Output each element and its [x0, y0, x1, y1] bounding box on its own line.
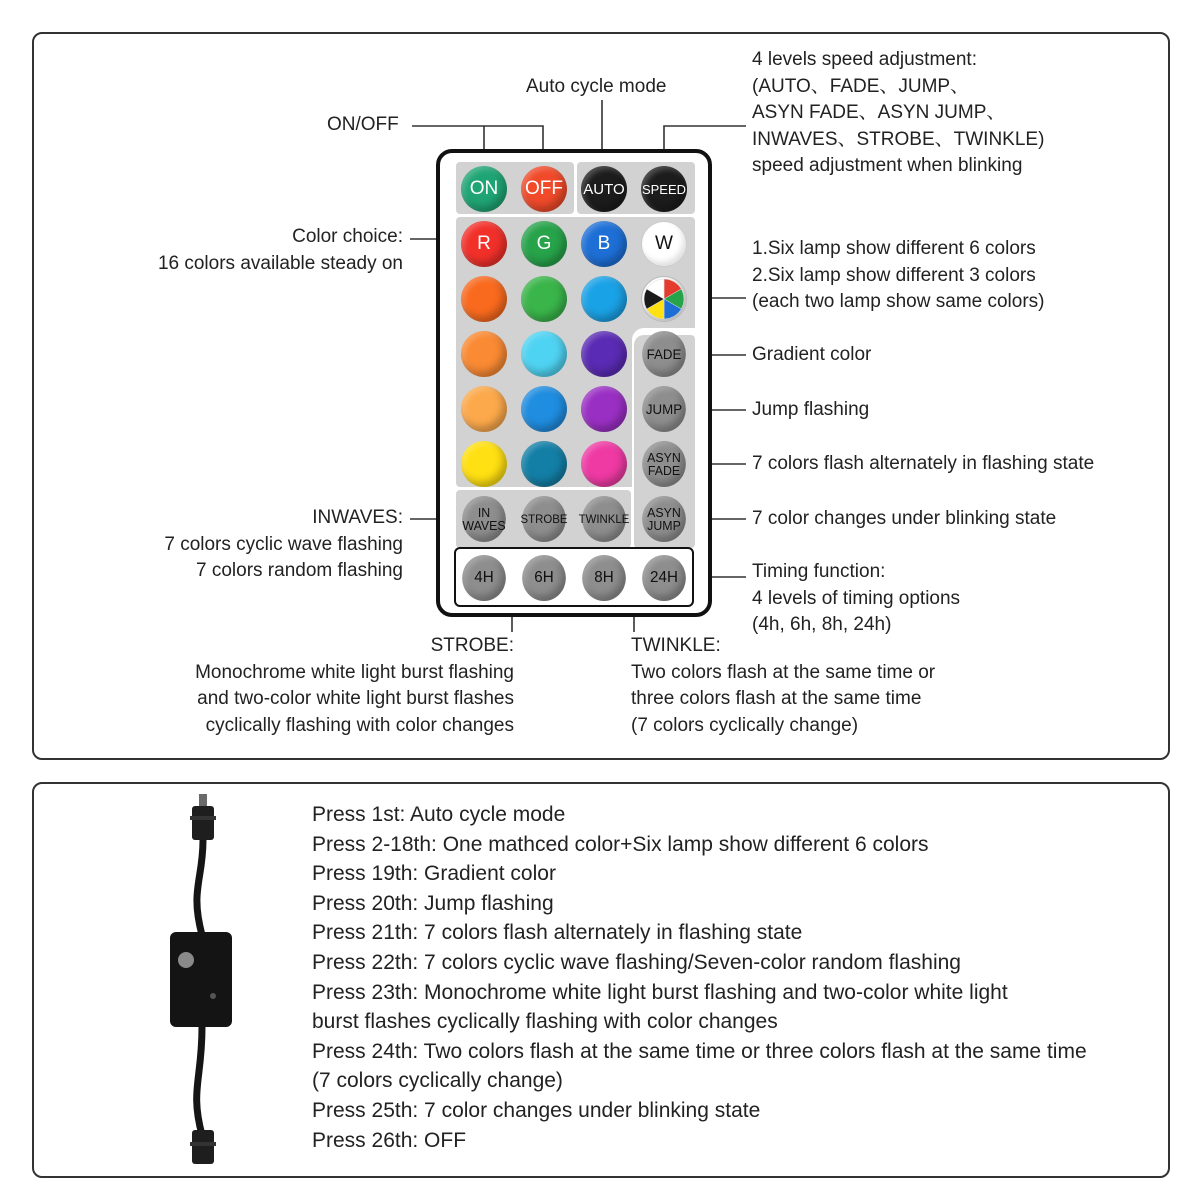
press-line: Press 23th: Monochrome white light burst flashing and two-color white light [312, 980, 1008, 1004]
twinkle-line: Two colors flash at the same time or [631, 661, 936, 683]
press-line: Press 24th: Two colors flash at the same time or three colors flash at the same time [312, 1039, 1087, 1063]
multicolor-wheel-button[interactable] [641, 276, 687, 322]
mode-asyn-fade-button[interactable] [642, 441, 686, 487]
color-swatch-button[interactable] [461, 331, 507, 377]
plug-ridge [190, 816, 216, 820]
color-swatch-button[interactable] [581, 386, 627, 432]
timer-6h-button[interactable]: 6H [522, 555, 566, 601]
label-inwaves [164, 505, 403, 585]
ir-sensor [178, 952, 194, 968]
on-button[interactable]: ON [461, 166, 507, 212]
button-label: ASYN [647, 450, 681, 465]
status-led [210, 993, 216, 999]
socket-connector [192, 1130, 214, 1164]
press-sequence-list [312, 800, 1087, 1155]
speed-line: speed adjustment when blinking [752, 155, 1023, 176]
six-lamp-line: 2.Six lamp show different 3 colors [752, 264, 1036, 286]
press-line: Press 1st: Auto cycle mode [312, 803, 566, 826]
cable-top [197, 840, 203, 935]
color-swatch-button[interactable] [581, 331, 627, 377]
color-swatch-button[interactable] [521, 276, 567, 322]
six-lamp-line: (each two lamp show same colors) [752, 291, 1045, 312]
color-swatch-button[interactable] [521, 386, 567, 432]
label-jump: Jump flashing [752, 399, 870, 420]
button-label: FADE [646, 346, 682, 362]
color-swatch-button[interactable] [461, 386, 507, 432]
color-g-button[interactable]: G [521, 221, 567, 267]
color-b-button[interactable]: B [581, 221, 627, 267]
label-twinkle [631, 633, 935, 739]
strobe-line: Monochrome white light burst flashing [195, 661, 514, 683]
label-asyn-jump: 7 color changes under blinking state [752, 508, 1057, 529]
color-choice-line: Color choice: [292, 226, 403, 247]
button-label: JUMP [647, 518, 681, 533]
press-line: Press 20th: Jump flashing [312, 891, 554, 915]
mode-in-waves-button[interactable] [462, 496, 506, 542]
twinkle-line: (7 colors cyclically change) [631, 714, 859, 736]
speed-button[interactable]: SPEED [641, 166, 687, 212]
timer-8h-button[interactable]: 8H [582, 555, 626, 601]
controller-cable-image [150, 790, 270, 1170]
label-asyn-fade: 7 colors flash alternately in flashing state [752, 453, 1095, 474]
label-speed [752, 47, 1044, 180]
button-label: IN [477, 505, 491, 520]
button-label: STROBE [520, 512, 568, 526]
color-choice-line: 16 colors available steady on [157, 252, 403, 274]
color-wheel-icon [642, 277, 686, 321]
remote-control [436, 149, 712, 617]
color-swatch-button[interactable] [581, 276, 627, 322]
socket-ridge [190, 1142, 216, 1146]
controller-box [170, 932, 232, 1027]
strobe-line: STROBE: [430, 635, 514, 656]
mode-jump-button[interactable] [642, 386, 686, 432]
timer-4h-button[interactable]: 4H [462, 555, 506, 601]
inwaves-line: 7 colors random flashing [196, 560, 403, 581]
strobe-line: and two-color white light burst flashes [197, 688, 514, 709]
cable-bottom [197, 1027, 202, 1135]
twinkle-line: three colors flash at the same time [631, 688, 922, 709]
button-label: WAVES [462, 518, 506, 533]
press-line: Press 25th: 7 color changes under blinking state [312, 1098, 761, 1122]
press-line: Press 22th: 7 colors cyclic wave flashing/Seven-color random flashing [312, 950, 961, 974]
speed-line: 4 levels speed adjustment: [752, 49, 977, 70]
color-w-button[interactable]: W [641, 221, 687, 267]
press-line: Press 2-18th: One mathced color+Six lamp show different 6 colors [312, 832, 929, 856]
press-line: Press 19th: Gradient color [312, 862, 556, 886]
button-label: TWINKLE [578, 512, 630, 526]
color-r-button[interactable]: R [461, 221, 507, 267]
auto-button[interactable]: AUTO [581, 166, 627, 212]
button-label: ASYN [647, 505, 681, 520]
button-label: JUMP [645, 401, 683, 417]
speed-line: (AUTO、FADE、JUMP、 [752, 75, 970, 97]
color-swatch-button[interactable] [581, 441, 627, 487]
press-line: Press 21th: 7 colors flash alternately in flashing state [312, 921, 803, 945]
label-strobe [195, 633, 514, 739]
press-line: (7 colors cyclically change) [312, 1069, 563, 1093]
label-auto-cycle: Auto cycle mode [526, 76, 667, 97]
inwaves-line: INWAVES: [312, 507, 403, 528]
mode-twinkle-button[interactable] [578, 496, 630, 542]
plug-pin [199, 794, 207, 808]
timing-line: (4h, 6h, 8h, 24h) [752, 614, 892, 635]
timing-line: 4 levels of timing options [752, 587, 961, 609]
twinkle-line: TWINKLE: [631, 635, 721, 656]
inwaves-line: 7 colors cyclic wave flashing [164, 533, 403, 555]
speed-line: INWAVES、STROBE、TWINKLE) [752, 128, 1045, 150]
off-button[interactable]: OFF [521, 166, 567, 212]
color-swatch-button[interactable] [461, 276, 507, 322]
color-swatch-button[interactable] [521, 441, 567, 487]
six-lamp-line: 1.Six lamp show different 6 colors [752, 238, 1036, 259]
button-label: FADE [647, 463, 681, 478]
timing-line: Timing function: [752, 561, 886, 582]
label-on-off: ON/OFF [327, 114, 399, 135]
label-color-choice [158, 224, 403, 277]
label-timing [752, 559, 960, 639]
press-line: burst flashes cyclically flashing with color changes [312, 1010, 778, 1034]
timer-24h-button[interactable]: 24H [642, 555, 686, 601]
mode-fade-button[interactable] [642, 331, 686, 377]
label-six-lamp [752, 236, 1045, 316]
mode-asyn-jump-button[interactable] [642, 496, 686, 542]
plug-connector [192, 806, 214, 840]
strobe-line: cyclically flashing with color changes [205, 714, 514, 736]
speed-line: ASYN FADE、ASYN JUMP、 [752, 102, 1006, 123]
press-line: Press 26th: OFF [312, 1128, 467, 1152]
color-swatch-button[interactable] [461, 441, 507, 487]
mode-strobe-button[interactable] [522, 496, 566, 542]
color-swatch-button[interactable] [521, 331, 567, 377]
label-fade: Gradient color [752, 344, 872, 365]
